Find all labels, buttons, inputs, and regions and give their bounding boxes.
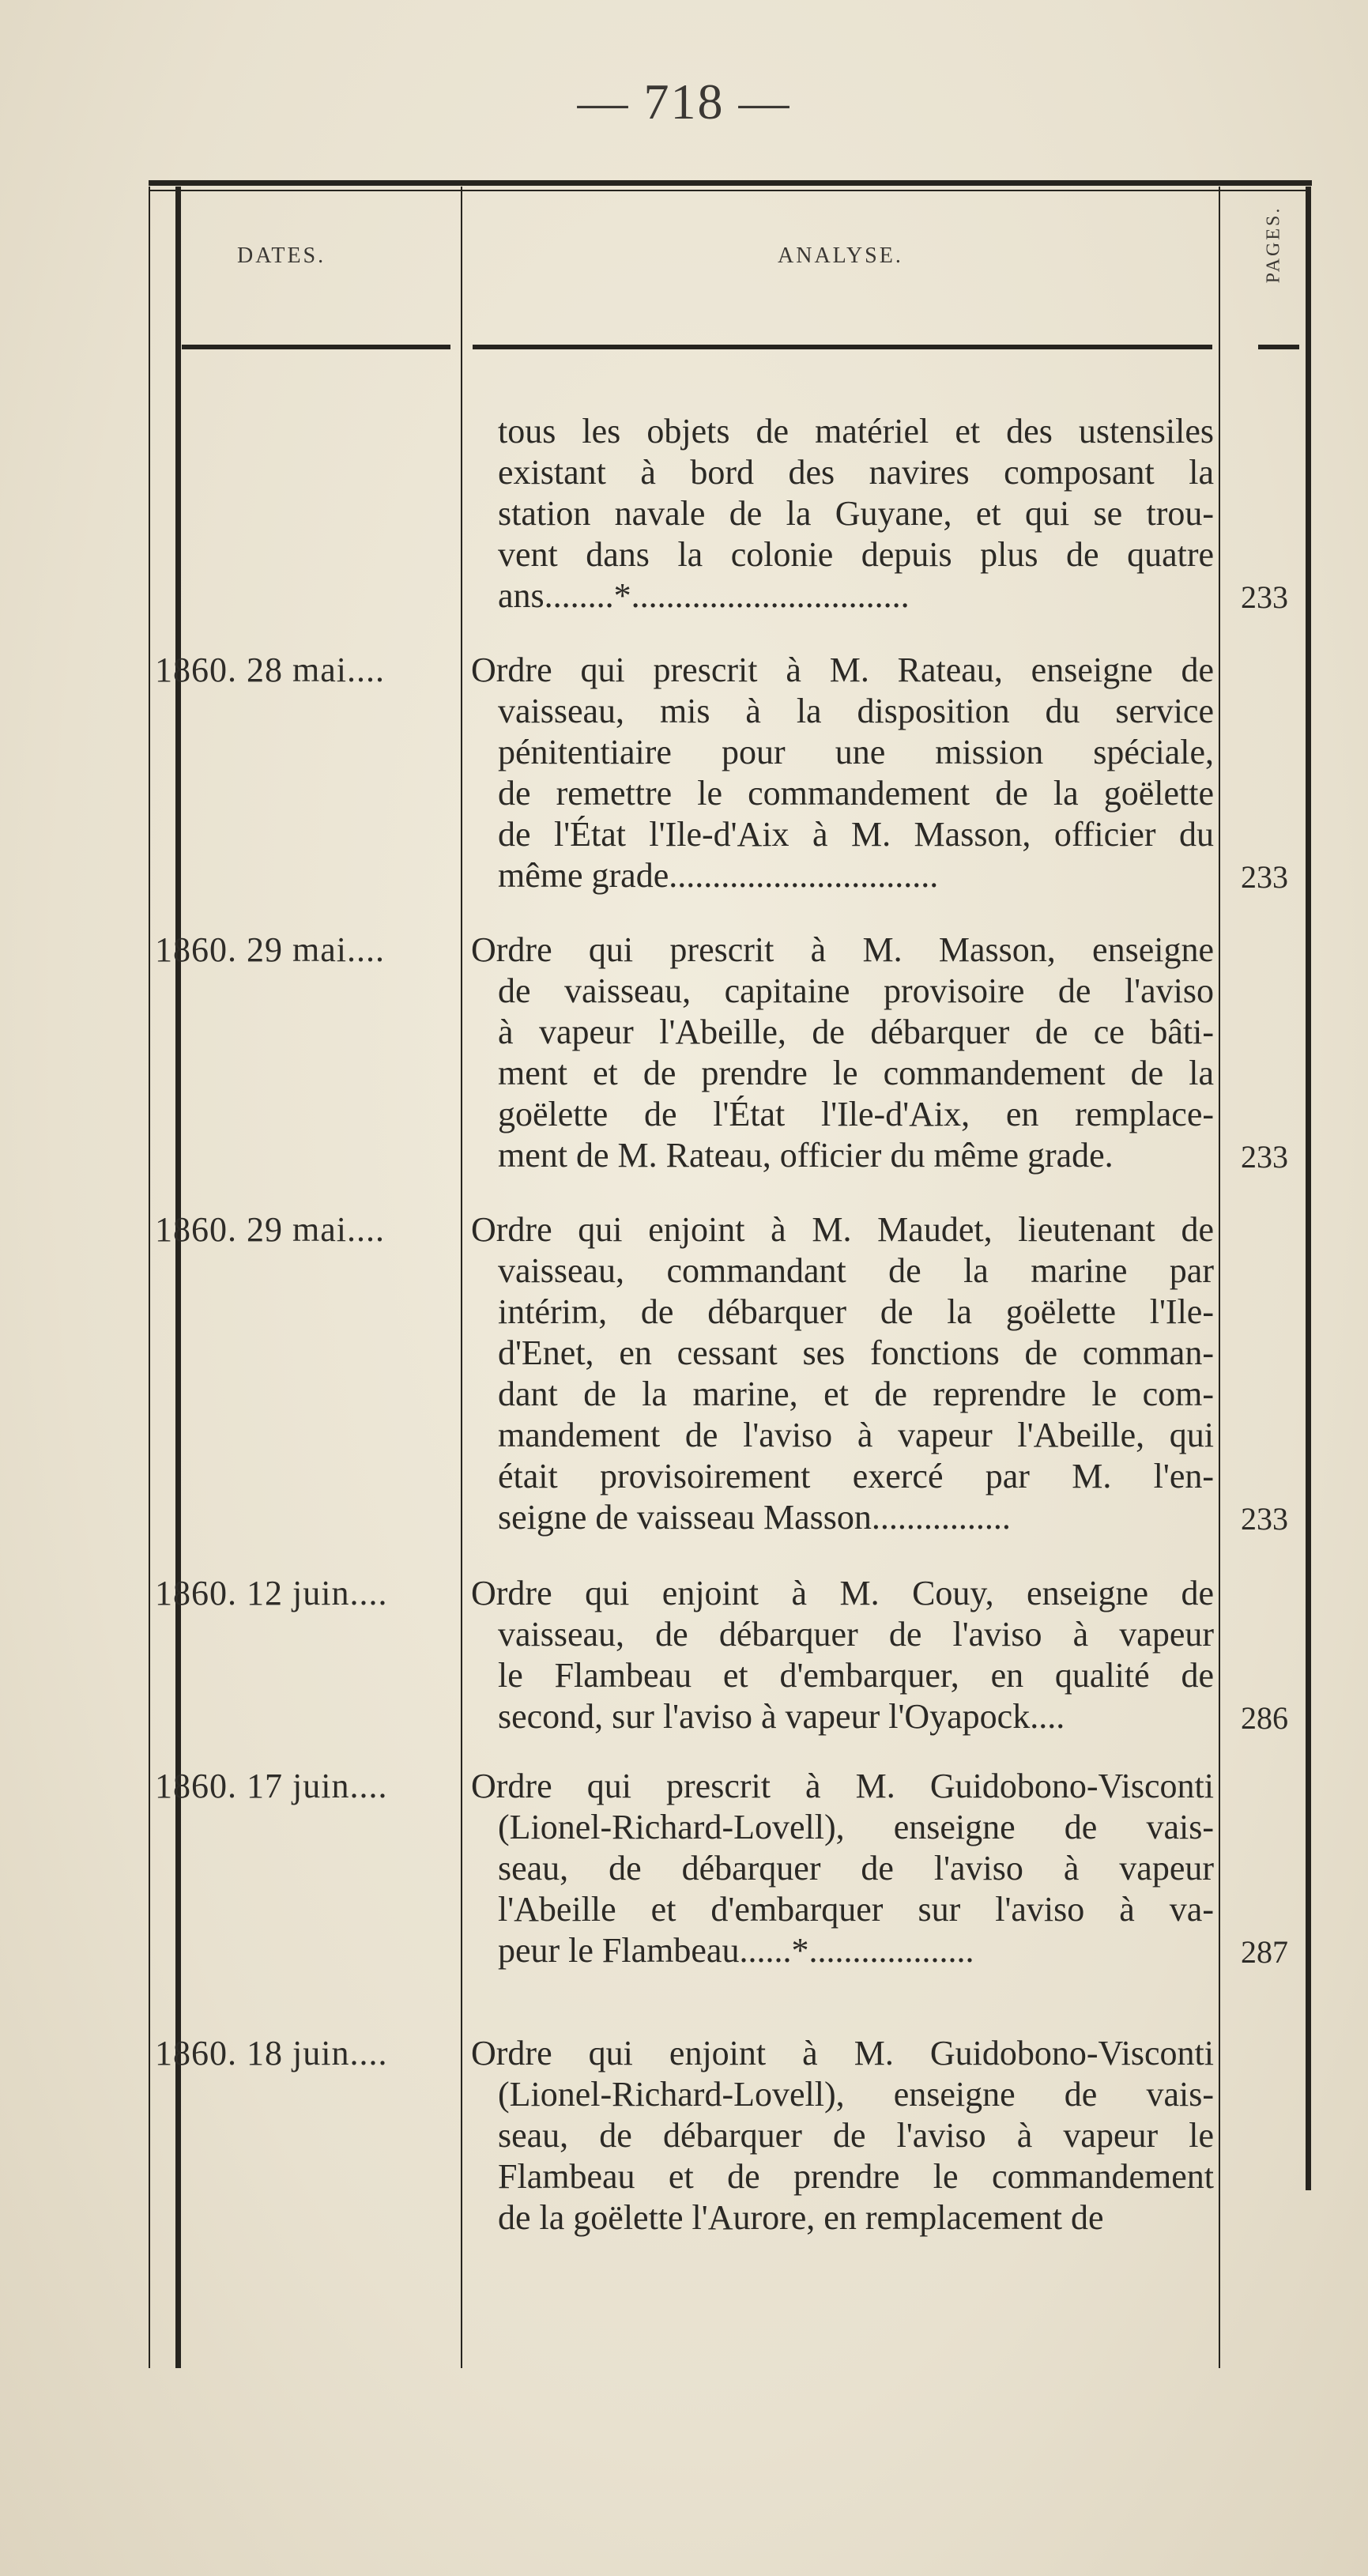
table-right-rule <box>1306 187 1311 2190</box>
analysis-line: Ordre qui prescrit à M. Rateau, enseigne de <box>471 651 1214 689</box>
analysis-line: l'Abeille et d'embarquer sur l'aviso à va- <box>498 1890 1214 1929</box>
analysis-line: seau, de débarquer de l'aviso à vapeur <box>498 1849 1214 1888</box>
analysis-line: était provisoirement exercé par M. l'en- <box>498 1457 1214 1495</box>
entry-date: 1860. 29 mai.... <box>155 930 385 969</box>
analysis-line: Flambeau et de prendre le commandement <box>498 2157 1214 2196</box>
analysis-line: Ordre qui prescrit à M. Guidobono-Visconti <box>471 1767 1214 1805</box>
analysis-line: ans........*................................ <box>498 576 910 615</box>
analysis-line: Ordre qui enjoint à M. Couy, enseigne de <box>471 1574 1214 1612</box>
column-header-pages: PAGES. <box>1263 206 1284 284</box>
analysis-line: Ordre qui enjoint à M. Maudet, lieutenant de <box>471 1210 1214 1249</box>
analysis-line: (Lionel-Richard-Lovell), enseigne de vais- <box>498 2075 1214 2114</box>
analysis-line: Ordre qui prescrit à M. Masson, enseigne <box>471 930 1214 969</box>
analysis-line: (Lionel-Richard-Lovell), enseigne de vais- <box>498 1808 1214 1846</box>
analysis-line: vaisseau, commandant de la marine par <box>498 1251 1214 1290</box>
entry-page-number: 233 <box>1241 579 1288 615</box>
entry-analysis <box>471 2033 1214 2238</box>
page-number: — 718 — <box>577 74 791 130</box>
entry-date: 1860. 28 mai.... <box>155 651 385 689</box>
analysis-line: de la goëlette l'Aurore, en remplacement de <box>498 2198 1104 2237</box>
analysis-line: tous les objets de matériel et des ustensiles <box>498 412 1214 451</box>
analysis-line: dant de la marine, et de reprendre le com- <box>498 1375 1214 1413</box>
analysis-line: ment et de prendre le commandement de la <box>498 1054 1214 1092</box>
analysis-line: de l'État l'Ile-d'Aix à M. Masson, officier du <box>498 815 1214 854</box>
entry-analysis <box>471 650 1214 896</box>
header-rule-pages <box>1258 345 1299 349</box>
entry-date: 1860. 18 juin.... <box>155 2034 388 2072</box>
entry-date: 1860. 12 juin.... <box>155 1574 388 1612</box>
entry-analysis <box>471 1766 1214 1971</box>
analysis-line: peur le Flambeau......*................... <box>498 1931 974 1970</box>
entry-analysis <box>471 411 1214 617</box>
column-header-analyse: ANALYSE. <box>778 243 903 268</box>
table-left-rule-thin <box>149 187 150 2368</box>
analysis-line: ment de M. Rateau, officier du même grade. <box>498 1136 1114 1175</box>
entry-page-number: 287 <box>1241 1934 1288 1970</box>
analysis-line: d'Enet, en cessant ses fonctions de comman- <box>498 1333 1214 1372</box>
entry-page-number: 233 <box>1241 1501 1288 1537</box>
analysis-line: existant à bord des navires composant la <box>498 453 1214 492</box>
analysis-line: même grade............................... <box>498 856 939 895</box>
column-header-dates: DATES. <box>237 243 326 268</box>
analysis-line: station navale de la Guyane, et qui se trou- <box>498 494 1214 533</box>
analysis-line: vaisseau, de débarquer de l'aviso à vapeur <box>498 1615 1214 1654</box>
analysis-line: intérim, de débarquer de la goëlette l'Ile- <box>498 1292 1214 1331</box>
analysis-line: goëlette de l'État l'Ile-d'Aix, en remplace- <box>498 1095 1214 1133</box>
entry-page-number: 233 <box>1241 859 1288 895</box>
entry-page-number: 233 <box>1241 1139 1288 1175</box>
column-separator-pages <box>1219 187 1220 2368</box>
analysis-line: vaisseau, mis à la disposition du service <box>498 692 1214 730</box>
analysis-line: vent dans la colonie depuis plus de quatre <box>498 535 1214 574</box>
entry-date: 1860. 29 mai.... <box>155 1210 385 1249</box>
analysis-line: Ordre qui enjoint à M. Guidobono-Visconti <box>471 2034 1214 2072</box>
entry-analysis <box>471 1573 1214 1737</box>
entry-analysis <box>471 930 1214 1176</box>
analysis-line: de remettre le commandement de la goëlette <box>498 774 1214 813</box>
header-rule-dates <box>182 345 450 349</box>
table-top-rule-thin <box>149 190 1309 191</box>
entry-date: 1860. 17 juin.... <box>155 1767 388 1805</box>
entry-page-number: 286 <box>1241 1700 1288 1736</box>
analysis-line: pénitentiaire pour une mission spéciale, <box>498 733 1214 771</box>
header-rule-analyse <box>473 345 1212 349</box>
analysis-line: de vaisseau, capitaine provisoire de l'aviso <box>498 971 1214 1010</box>
table-top-rule <box>149 180 1312 186</box>
analysis-line: mandement de l'aviso à vapeur l'Abeille, qui <box>498 1416 1214 1454</box>
entry-analysis <box>471 1209 1214 1538</box>
analysis-line: seigne de vaisseau Masson................ <box>498 1498 1011 1537</box>
analysis-line: à vapeur l'Abeille, de débarquer de ce bâti- <box>498 1013 1214 1051</box>
analysis-line: seau, de débarquer de l'aviso à vapeur le <box>498 2116 1214 2155</box>
column-separator-dates <box>461 187 462 2368</box>
analysis-line: le Flambeau et d'embarquer, en qualité de <box>498 1656 1214 1695</box>
analysis-line: second, sur l'aviso à vapeur l'Oyapock.... <box>498 1697 1065 1736</box>
